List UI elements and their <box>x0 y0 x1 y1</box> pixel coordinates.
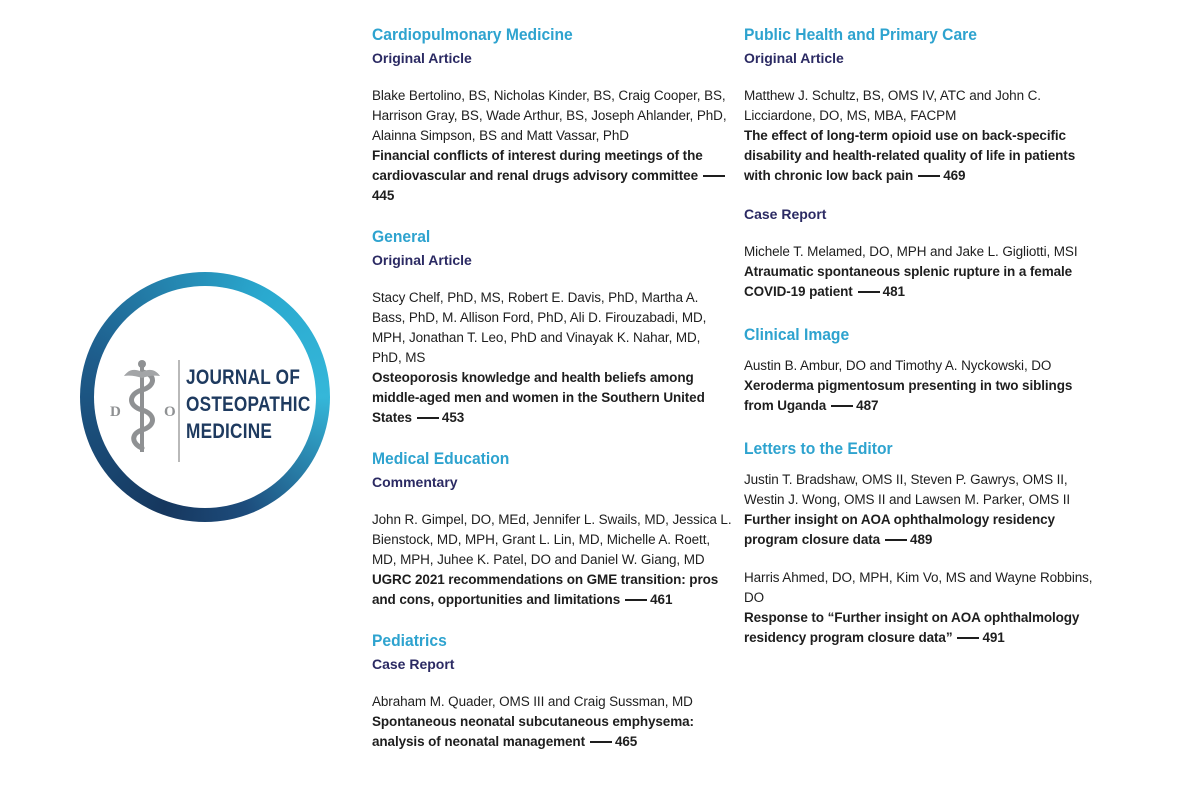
entry-authors: Abraham M. Quader, OMS III and Craig Sussman, MD <box>372 694 693 709</box>
toc-entry[interactable] <box>744 356 1104 416</box>
entry-title-text: Xeroderma pigmentosum presenting in two siblings from Uganda <box>744 378 1073 413</box>
entry-title <box>744 376 1104 416</box>
article-type: Original Article <box>744 50 844 66</box>
entry-title-text: Financial conflicts of interest during meetings of the cardiovascular and renal drugs advisory committee <box>372 148 703 183</box>
toc-section-clinical-image <box>744 324 1104 416</box>
toc-section-letters <box>744 438 1104 648</box>
entry-title-text: The effect of long-term opioid use on back-specific disability and health-related quality of life in patients with chronic low back pain <box>744 128 1076 183</box>
entry-title-text: Atraumatic spontaneous splenic rupture in a female COVID-19 patient <box>744 264 1073 299</box>
page-dash <box>858 291 880 293</box>
logo-monogram-o: O <box>164 404 176 420</box>
entry-authors: Matthew J. Schultz, BS, OMS IV, ATC and John C. Licciardone, DO, MS, MBA, FACPM <box>744 88 1041 123</box>
toc-entry[interactable] <box>372 86 732 206</box>
entry-title <box>372 570 732 610</box>
entry-page: 453 <box>441 410 465 425</box>
page-dash <box>590 741 612 743</box>
page-dash <box>625 599 647 601</box>
entry-title <box>372 146 732 206</box>
logo-inner <box>94 286 316 508</box>
entry-title <box>744 608 1104 648</box>
logo-line: OSTEOPATHIC <box>186 393 311 416</box>
entry-title-text: Osteoporosis knowledge and health beliefs among middle-aged men and women in the Southern United States <box>372 370 705 425</box>
entry-page: 461 <box>650 592 673 607</box>
toc-entry[interactable] <box>372 692 732 752</box>
page-dash <box>885 539 907 541</box>
entry-authors: Harris Ahmed, DO, MPH, Kim Vo, MS and Wayne Robbins, DO <box>744 570 1093 605</box>
page-dash <box>417 417 439 419</box>
toc-section-cardiopulmonary <box>372 24 732 206</box>
entry-title-text: Further insight on AOA ophthalmology residency program closure data <box>744 512 1055 547</box>
article-type: Case Report <box>372 656 455 672</box>
entry-page: 491 <box>982 630 1005 645</box>
entry-title <box>744 510 1104 550</box>
entry-authors: Austin B. Ambur, DO and Timothy A. Nyckowski, DO <box>744 358 1052 373</box>
toc-section-medical-education <box>372 448 732 610</box>
page-dash <box>703 175 725 177</box>
journal-logo <box>80 272 330 522</box>
logo-line: JOURNAL OF <box>186 366 301 389</box>
logo-wordmark <box>186 364 311 445</box>
toc-section-pediatrics <box>372 630 732 752</box>
section-title: Public Health and Primary Care <box>744 25 977 44</box>
toc-entry[interactable] <box>372 288 732 428</box>
page-dash <box>918 175 940 177</box>
entry-page: 487 <box>856 398 879 413</box>
entry-page: 465 <box>614 734 638 749</box>
toc-section-general <box>372 226 732 428</box>
article-type: Original Article <box>372 252 472 268</box>
entry-title-text: UGRC 2021 recommendations on GME transition: pros and cons, opportunities and limitations <box>372 572 719 607</box>
toc-subsection-case-report <box>744 204 1104 302</box>
toc-left-column <box>372 24 732 752</box>
entry-page: 489 <box>910 532 933 547</box>
toc-right-column <box>744 24 1104 648</box>
article-type: Original Article <box>372 50 472 66</box>
entry-title-text: Response to “Further insight on AOA ophthalmology residency program closure data” <box>744 610 1080 645</box>
entry-title-text: Spontaneous neonatal subcutaneous emphysema: analysis of neonatal management <box>372 714 694 749</box>
logo-monogram-d: D <box>110 404 121 420</box>
entry-authors: Michele T. Melamed, DO, MPH and Jake L. Gigliotti, MSI <box>744 244 1078 259</box>
section-title: Medical Education <box>372 449 510 468</box>
toc-entry[interactable] <box>744 86 1104 186</box>
section-title: Cardiopulmonary Medicine <box>372 25 573 44</box>
entry-title <box>744 126 1104 186</box>
page-dash <box>957 637 979 639</box>
toc-section-public-health <box>744 24 1104 186</box>
toc-entry[interactable] <box>744 470 1104 550</box>
logo-divider <box>178 360 180 462</box>
entry-authors: John R. Gimpel, DO, MEd, Jennifer L. Swails, MD, Jessica L. Bienstock, MD, MPH, Grant L. Lin, MD, Michelle A. Roett, MD, MPH, Juhee K. Patel, DO and Daniel W. Giang, MD <box>372 512 732 567</box>
entry-title <box>372 368 732 428</box>
page-dash <box>831 405 853 407</box>
entry-page: 445 <box>372 188 395 203</box>
logo-line: MEDICINE <box>186 420 273 443</box>
article-type: Case Report <box>744 206 827 222</box>
section-title: General <box>372 227 431 246</box>
entry-page: 481 <box>882 284 905 299</box>
entry-title <box>372 712 732 752</box>
entry-authors: Justin T. Bradshaw, OMS II, Steven P. Gawrys, OMS II, Westin J. Wong, OMS II and Lawsen M. Parker, OMS II <box>744 472 1071 507</box>
entry-authors: Stacy Chelf, PhD, MS, Robert E. Davis, PhD, Martha A. Bass, PhD, M. Allison Ford, PhD, Ali D. Firouzabadi, MD, MPH, Jonathan T. Leo, PhD and Vinayak K. Nahar, MD, PhD, MS <box>372 290 707 365</box>
section-title: Clinical Image <box>744 325 850 344</box>
article-type: Commentary <box>372 474 458 490</box>
entry-title <box>744 262 1104 302</box>
entry-authors: Blake Bertolino, BS, Nicholas Kinder, BS, Craig Cooper, BS, Harrison Gray, BS, Wade Arthur, BS, Joseph Ahlander, PhD, Alainna Simpson, BS and Matt Vassar, PhD <box>372 88 727 143</box>
caduceus-icon <box>106 358 178 458</box>
section-title: Letters to the Editor <box>744 439 893 458</box>
toc-entry[interactable] <box>744 568 1104 648</box>
entry-page: 469 <box>943 168 966 183</box>
toc-entry[interactable] <box>744 242 1104 302</box>
section-title: Pediatrics <box>372 631 447 650</box>
toc-entry[interactable] <box>372 510 732 610</box>
